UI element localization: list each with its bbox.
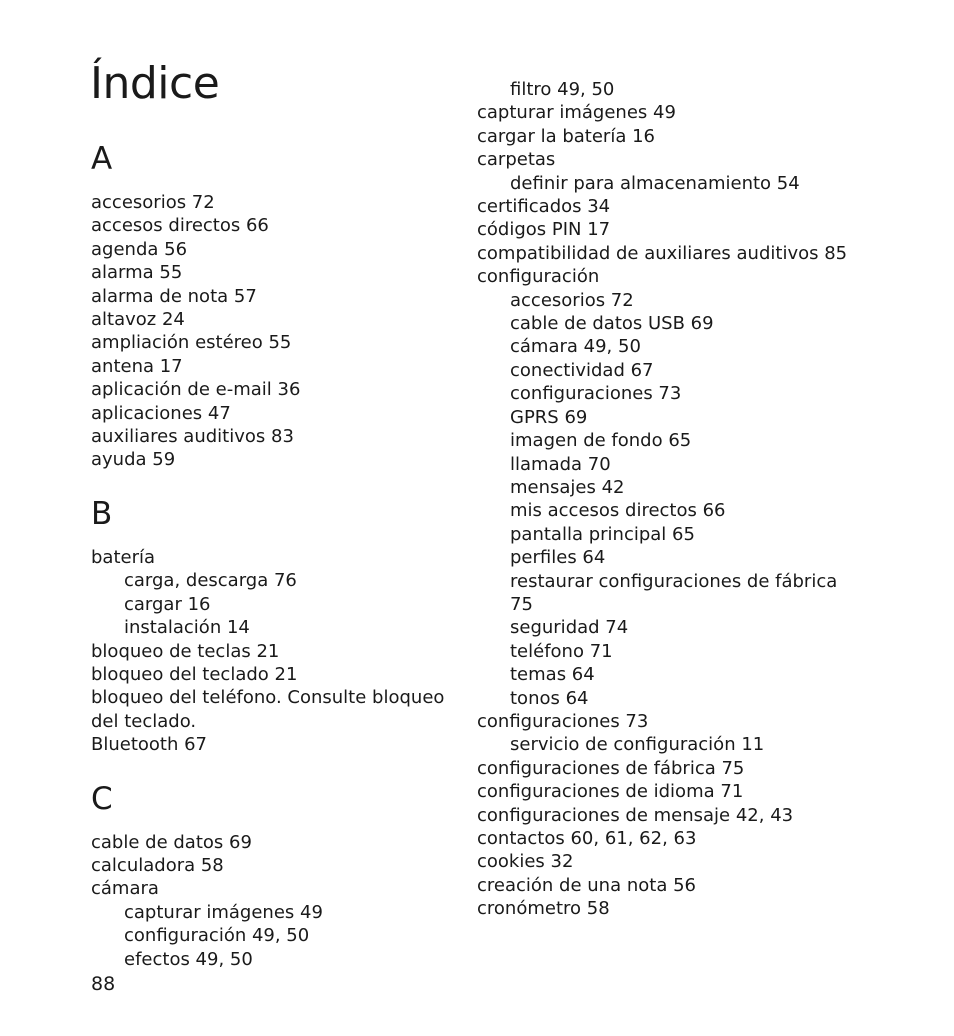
index-subentry: servicio de configuración 11 — [510, 734, 765, 756]
index-entry: compatibilidad de auxiliares auditivos 85 — [477, 242, 848, 264]
index-entry: configuraciones de mensaje 42, 43 — [477, 804, 794, 826]
index-entry: contactos 60, 61, 62, 63 — [477, 828, 697, 849]
section-letter-b: B — [91, 495, 113, 532]
index-entry: antena 17 — [91, 355, 183, 377]
index-entry: calculadora 58 — [91, 854, 224, 876]
index-subentry: carga, descarga 76 — [124, 570, 297, 592]
index-entry: bloqueo de teclas 21 — [91, 640, 280, 662]
index-subentry: teléfono 71 — [510, 640, 613, 662]
index-entry: bloqueo del teclado 21 — [91, 663, 298, 685]
index-entry: configuración — [477, 266, 600, 288]
index-entry: creación de una nota 56 — [477, 874, 696, 896]
index-entry: cronómetro 58 — [477, 898, 610, 920]
index-entry: códigos PIN 17 — [477, 219, 611, 241]
index-entry: cable de datos 69 — [91, 831, 252, 853]
index-entry: auxiliares auditivos 83 — [91, 426, 294, 448]
index-subentry: mensajes 42 — [510, 476, 625, 498]
index-subentry: efectos 49, 50 — [124, 948, 253, 970]
index-entry: capturar imágenes 49 — [477, 102, 676, 124]
page-title: Índice — [90, 58, 220, 109]
index-entry: alarma 55 — [91, 262, 183, 284]
index-column-right — [477, 78, 857, 921]
index-subentry: capturar imágenes 49 — [124, 901, 323, 923]
index-entry: aplicaciones 47 — [91, 402, 231, 424]
index-subentry: seguridad 74 — [510, 617, 629, 639]
index-entry: cookies 32 — [477, 851, 574, 873]
section-letter-c: C — [91, 780, 113, 817]
index-entry: configuraciones de fábrica 75 — [477, 757, 745, 779]
index-subentry: mis accesos directos 66 — [510, 500, 726, 522]
index-entry: altavoz 24 — [91, 309, 185, 331]
index-subentry: llamada 70 — [510, 453, 611, 475]
index-subentry: perfiles 64 — [510, 547, 606, 569]
index-subentry: temas 64 — [510, 664, 595, 686]
index-entry: agenda 56 — [91, 238, 188, 260]
index-subentry: cámara 49, 50 — [510, 336, 641, 358]
index-entry: ampliación estéreo 55 — [91, 332, 292, 354]
index-subentry: instalación 14 — [124, 617, 250, 639]
index-subentry: configuraciones 73 — [510, 383, 682, 405]
index-entry: configuraciones 73 — [477, 710, 649, 732]
index-subentry: imagen de fondo 65 — [510, 430, 692, 452]
index-entry: certificados 34 — [477, 196, 611, 218]
index-subentry: cargar 16 — [124, 593, 211, 615]
index-entry: Bluetooth 67 — [91, 734, 208, 756]
index-entry: alarma de nota 57 — [91, 285, 257, 307]
index-entry: accesorios 72 — [91, 192, 215, 213]
index-subentry: filtro 49, 50 — [510, 79, 615, 100]
index-subentry: tonos 64 — [510, 687, 589, 709]
index-subentry: definir para almacenamiento 54 — [510, 172, 800, 194]
index-entry: bloqueo del teléfono. Consulte bloqueo del teclado. — [91, 687, 445, 732]
page-number: 88 — [91, 973, 116, 995]
index-subentry: cable de datos USB 69 — [510, 313, 714, 335]
index-subentry: pantalla principal 65 — [510, 523, 695, 545]
index-entry: cámara — [91, 878, 159, 900]
index-entry: cargar la batería 16 — [477, 125, 655, 147]
index-subentry: restaurar configuraciones de fábrica 75 — [510, 570, 838, 615]
index-column-left — [91, 142, 461, 971]
index-subentry: configuración 49, 50 — [124, 925, 310, 947]
index-subentry: GPRS 69 — [510, 406, 588, 428]
index-entry: ayuda 59 — [91, 449, 176, 471]
index-entry: batería — [91, 546, 156, 568]
index-entry: configuraciones de idioma 71 — [477, 781, 744, 803]
index-subentry: conectividad 67 — [510, 359, 654, 381]
index-entry: carpetas — [477, 149, 556, 171]
index-subentry: accesorios 72 — [510, 289, 634, 311]
index-entry: aplicación de e-mail 36 — [91, 379, 301, 401]
section-letter-a: A — [91, 141, 113, 177]
index-entry: accesos directos 66 — [91, 215, 269, 237]
